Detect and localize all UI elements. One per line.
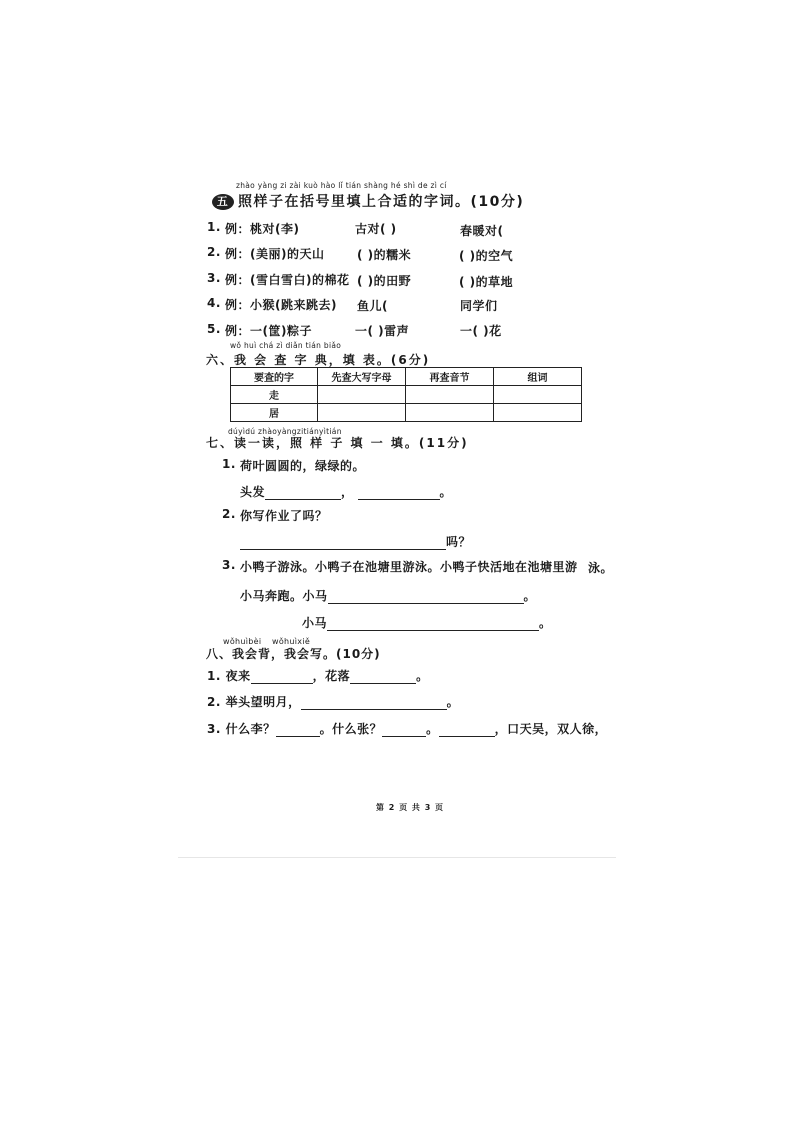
s5-row2-b: ( )的空气	[459, 249, 514, 263]
s7-q2-answer-row	[240, 533, 471, 550]
s5-row1-idx: 1.	[207, 220, 221, 234]
section-number-badge: 五	[212, 194, 234, 210]
s8-q2-pre: 举头望明月，	[225, 695, 301, 709]
table-header-cell: 组词	[494, 368, 582, 386]
section8-pinyin-1: wǒhuìbèi	[223, 637, 262, 646]
s8-q1	[207, 667, 429, 684]
section7-pinyin: dúyìdú zhàoyàngzitiányìtián	[228, 427, 342, 436]
s8-q1-mid: ，花落	[312, 669, 351, 683]
s5-row1-a: 古对( )	[355, 222, 397, 236]
s7-q1-sep: ，	[341, 485, 354, 499]
s8-q2	[207, 693, 459, 710]
section6-pinyin: wǒ huì chá zì diǎn tián biǎo	[230, 341, 342, 350]
s8-q3-a: 什么李？	[225, 722, 276, 736]
answer-blank[interactable]	[358, 487, 440, 500]
answer-blank[interactable]	[251, 671, 313, 684]
answer-blank[interactable]	[328, 591, 524, 604]
table-row	[231, 386, 582, 404]
s8-q1-end: 。	[416, 669, 429, 683]
s5-row2-idx: 2.	[207, 245, 221, 259]
s5-row5-b: 一( )花	[460, 324, 502, 338]
page-footer: 第 2 页 共 3 页	[376, 803, 445, 812]
section8-title: 八、我会背，我会写。(10分)	[206, 647, 381, 661]
table-cell-answer[interactable]	[406, 386, 494, 404]
s5-row5-a: 一( )雷声	[355, 324, 410, 338]
s5-row5-example: 例：一(筐)粽子	[225, 324, 312, 338]
s5-row4-a: 鱼儿(	[357, 299, 388, 313]
s5-row3-b: ( )的草地	[459, 275, 514, 289]
s7-q3-line1	[240, 587, 536, 604]
section5-title-row	[212, 191, 524, 211]
answer-blank[interactable]	[350, 671, 416, 684]
s5-row4-b: 同学们	[460, 299, 498, 313]
s7-q3-end: 。	[539, 616, 552, 630]
table-header-row	[231, 368, 582, 386]
table-header-cell: 再查音节	[406, 368, 494, 386]
s8-q3-c: 。	[426, 722, 439, 736]
s7-q2-end: 吗？	[446, 535, 472, 549]
answer-blank[interactable]	[276, 724, 320, 737]
s8-q2-end: 。	[446, 695, 460, 709]
dictionary-table	[230, 367, 582, 422]
s5-row2-a: ( )的糯米	[357, 248, 412, 262]
section8-pinyin-2: wǒhuìxiě	[272, 637, 311, 646]
s7-q3-tail: 泳。	[588, 561, 614, 575]
s8-q1-pre: 夜来	[225, 669, 251, 683]
s7-q1-idx: 1.	[222, 457, 236, 471]
s7-q3-text: 小鸭子游泳。小鸭子在池塘里游泳。小鸭子快活地在池塘里游	[240, 560, 578, 574]
s5-row3-idx: 3.	[207, 271, 221, 285]
answer-blank[interactable]	[301, 697, 447, 710]
s8-q3-d: ，口天吴，双人徐，	[494, 722, 608, 736]
table-cell-answer[interactable]	[406, 404, 494, 422]
s7-q2-idx: 2.	[222, 507, 236, 521]
s8-q1-idx: 1.	[207, 669, 221, 683]
s7-q1-end: 。	[439, 485, 453, 499]
s8-q3-idx: 3.	[207, 722, 221, 736]
s7-q3-line2	[302, 614, 552, 631]
answer-blank[interactable]	[240, 537, 446, 550]
table-cell-char: 居	[231, 404, 318, 422]
s5-row2-example: 例：(美丽)的天山	[225, 247, 325, 261]
section5-pinyin: zhào yàng zi zài kuò hào lǐ tián shàng hé shì de zì cí	[236, 181, 447, 190]
section6-title: 六、我 会 查 字 典，填 表。(6分)	[206, 353, 431, 367]
s5-row1-b: 春暖对(	[460, 224, 504, 238]
s7-q3-idx: 3.	[222, 558, 236, 572]
s5-row5-idx: 5.	[207, 322, 221, 336]
s8-q3	[207, 720, 607, 737]
table-cell-answer[interactable]	[318, 404, 406, 422]
table-cell-answer[interactable]	[494, 404, 582, 422]
section5-title: 照样子在括号里填上合适的字词。(10分)	[238, 194, 525, 210]
page-edge-divider	[178, 857, 616, 858]
s5-row4-idx: 4.	[207, 296, 221, 310]
table-row	[231, 404, 582, 422]
s8-q2-idx: 2.	[207, 695, 221, 709]
s7-q3-end: 。	[523, 589, 537, 603]
s7-q3-line1-prefix: 小马奔跑。小马	[240, 589, 328, 603]
table-cell-answer[interactable]	[494, 386, 582, 404]
table-cell-char: 走	[231, 386, 318, 404]
s7-q2-text: 你写作业了吗？	[240, 509, 328, 523]
s8-q3-b: 。什么张？	[319, 722, 383, 736]
section7-title: 七、读一读，照 样 子 填 一 填。(11分)	[206, 436, 469, 450]
s5-row3-example: 例：(雪白雪白)的棉花	[225, 273, 350, 287]
s7-q1-prefix: 头发	[240, 485, 266, 499]
answer-blank[interactable]	[439, 724, 495, 737]
s5-row4-example: 例：小猴(跳来跳去)	[225, 298, 337, 312]
s5-row1-example: 例：桃对(李)	[225, 222, 300, 236]
answer-blank[interactable]	[327, 618, 539, 631]
answer-blank[interactable]	[382, 724, 426, 737]
s5-row3-a: ( )的田野	[357, 274, 412, 288]
s7-q3-line2-prefix: 小马	[302, 616, 328, 630]
table-cell-answer[interactable]	[318, 386, 406, 404]
table-header-cell: 要查的字	[231, 368, 318, 386]
s7-q1-text: 荷叶圆圆的，绿绿的。	[240, 459, 366, 473]
table-header-cell: 先查大写字母	[318, 368, 406, 386]
s7-q1-answer-row	[240, 483, 452, 500]
answer-blank[interactable]	[265, 487, 341, 500]
